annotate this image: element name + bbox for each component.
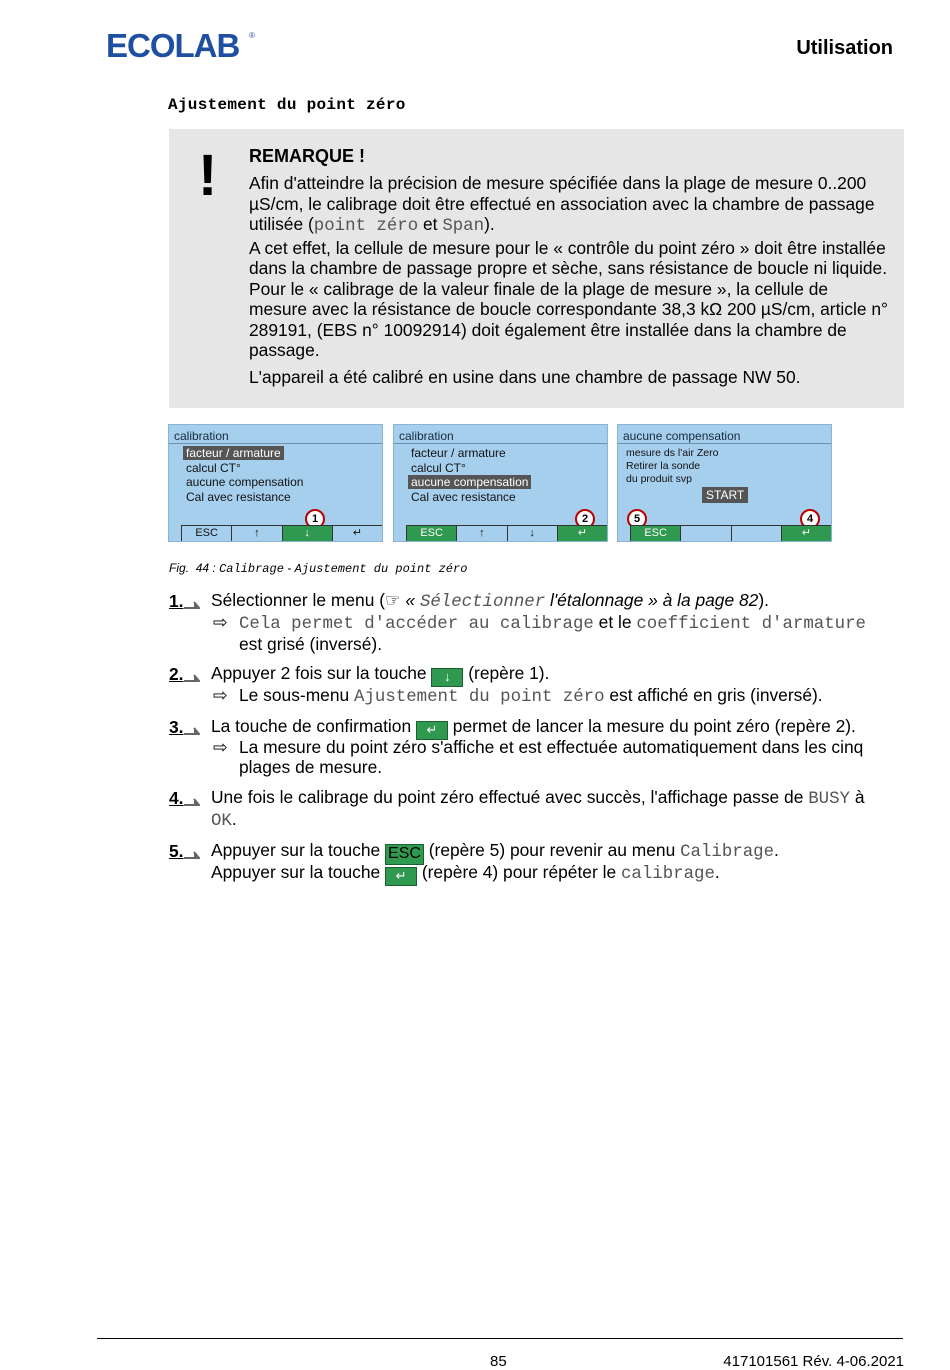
- softkey-esc: ESC: [630, 526, 680, 541]
- step-result: [239, 685, 823, 707]
- step-arrow-icon: [184, 600, 200, 610]
- screen-line: mesure ds l'air Zero: [626, 447, 719, 459]
- step-result-cont: plages de mesure.: [239, 757, 383, 777]
- softkey-enter: ↵: [332, 526, 382, 541]
- svg-text:ECOLAB: ECOLAB: [106, 28, 240, 62]
- step-text-part: permet de lancer la mesure du point zéro (repère 2).: [447, 716, 856, 736]
- step-text: [211, 787, 865, 809]
- start-button: START: [702, 487, 748, 503]
- figure-sep: :: [212, 561, 216, 575]
- screen-title: calibration: [399, 429, 454, 443]
- menu-item-selected: aucune compensation: [408, 475, 531, 489]
- menu-code: Calibrage: [680, 843, 775, 862]
- status-code-busy: BUSY: [808, 790, 850, 809]
- softkey-esc: ESC: [406, 526, 456, 541]
- step-text-part: (repère 4) pour répéter le: [417, 862, 621, 882]
- result-code: Cela permet d'accéder au calibrage: [239, 615, 594, 634]
- figure-dash: -: [287, 561, 292, 575]
- status-code-ok: OK: [211, 812, 232, 831]
- note-text: et: [418, 214, 443, 234]
- screen-line: Retirer la sonde: [626, 460, 701, 472]
- softkey-down: ↓: [507, 526, 557, 541]
- step-number: 1.: [169, 591, 184, 611]
- softkey-blank: [680, 526, 730, 541]
- softkey-up: ↑: [456, 526, 506, 541]
- footer-divider: [97, 1338, 903, 1339]
- figure-caption: [169, 561, 467, 576]
- svg-text:®: ®: [249, 31, 255, 40]
- note-text: Afin d'atteindre la précision de mesure spécifiée dans la plage de mesure 0..200 µS/cm, le calibrage doit être effectué en association avec la chambre de passage utilisée (: [249, 173, 875, 234]
- result-text: Le sous-menu: [239, 685, 355, 705]
- screen-line: du produit svp: [626, 473, 692, 485]
- note-code-span: Span: [442, 217, 485, 236]
- step-text-part: Appuyer 2 fois sur la touche: [211, 663, 432, 683]
- esc-key-icon: ESC: [385, 844, 424, 865]
- step-result: La mesure du point zéro s'affiche et est effectuée automatiquement dans les cinq: [239, 737, 864, 757]
- result-arrow-icon: ⇨: [213, 685, 228, 705]
- note-text: ).: [484, 214, 495, 234]
- link-text[interactable]: l'étalonnage » à la page 82: [545, 590, 759, 610]
- step-number: 2.: [169, 664, 184, 684]
- step-number: 4.: [169, 788, 184, 808]
- down-key-icon: ↓: [431, 668, 463, 687]
- marker-5: 5: [627, 509, 647, 529]
- step-text-part: La touche de confirmation: [211, 716, 416, 736]
- enter-key-icon: ↵: [416, 721, 448, 740]
- step-text-part: .: [714, 862, 720, 882]
- screen-title: aucune compensation: [623, 429, 741, 443]
- figure-code: Calibrage: [219, 562, 284, 576]
- step-text-cont: [211, 809, 237, 831]
- step-text-part: Une fois le calibrage du point zéro effectué avec succès, l'affichage passe de: [211, 787, 809, 807]
- softkey-down: ↓: [282, 526, 332, 541]
- softkey-esc: ESC: [181, 526, 231, 541]
- display-screen-3: [617, 424, 832, 542]
- screen-title: calibration: [174, 429, 229, 443]
- softkey-bar: [630, 525, 831, 541]
- section-title: Utilisation: [796, 37, 893, 59]
- step-text-part: Appuyer sur la touche: [211, 862, 386, 882]
- step-text: [211, 590, 769, 612]
- menu-item-selected: facteur / armature: [183, 446, 284, 460]
- display-screen-1: [168, 424, 383, 542]
- note-paragraph-1: [249, 173, 889, 361]
- step-result-cont: est grisé (inversé).: [239, 634, 383, 654]
- menu-item: Cal avec resistance: [411, 490, 516, 504]
- note-code-point-zero: point zéro: [313, 217, 419, 236]
- figure-number: 44: [195, 561, 210, 575]
- result-code: coefficient d'armature: [636, 615, 866, 634]
- softkey-bar: [406, 525, 607, 541]
- screen-divider: [618, 443, 831, 444]
- ecolab-logo: [106, 28, 256, 62]
- step-number: 5.: [169, 841, 184, 861]
- menu-item: Cal avec resistance: [186, 490, 291, 504]
- softkey-enter: ↵: [781, 526, 831, 541]
- figure-label: Fig.: [169, 561, 190, 575]
- page-number: 85: [490, 1353, 507, 1370]
- menu-item: calcul CT°: [411, 461, 466, 475]
- step-arrow-icon: [184, 797, 200, 807]
- result-arrow-icon: ⇨: [213, 737, 228, 757]
- menu-item: aucune compensation: [186, 475, 304, 489]
- result-arrow-icon: ⇨: [213, 612, 228, 632]
- link-hand-icon: ☞: [385, 590, 401, 610]
- figure-code: Ajustement du point zéro: [294, 562, 468, 576]
- screen-divider: [394, 443, 607, 444]
- step-result: [239, 612, 866, 634]
- menu-item: calcul CT°: [186, 461, 241, 475]
- softkey-bar: [181, 525, 382, 541]
- softkey-enter: ↵: [557, 526, 607, 541]
- document-reference: 417101561 Rév. 4-06.2021: [723, 1353, 904, 1370]
- step-text-part: (repère 5) pour revenir au menu: [423, 840, 681, 860]
- link-code[interactable]: Sélectionner: [419, 593, 546, 612]
- result-text: et le: [593, 612, 637, 632]
- marker-2: 2: [575, 509, 595, 529]
- softkey-up: ↑: [231, 526, 281, 541]
- step-text-part: ).: [758, 590, 769, 610]
- note-text: A cet effet, la cellule de mesure pour le « contrôle du point zéro » doit être installée dans la chambre de passage propre et sèche, sans résistance de boucle ni liquide. Pour le « calibrage de la valeur finale de la plage de mesure », la cellule de mesure avec la résistance de boucle correspondante 38,3 kΩ 200 µS/cm, article n° 289191, (EBS n° 10092914) doit également être installée dans la chambre de passage.: [249, 237, 888, 360]
- page-heading: Ajustement du point zéro: [168, 96, 406, 114]
- step-text-part: .: [774, 840, 779, 860]
- step-text-part: Sélectionner le menu (: [211, 590, 385, 610]
- menu-item: facteur / armature: [411, 446, 506, 460]
- step-text-part: (repère 1).: [463, 663, 550, 683]
- step-arrow-icon: [184, 726, 200, 736]
- display-screen-2: [393, 424, 608, 542]
- link-text[interactable]: «: [400, 590, 420, 610]
- marker-1: 1: [305, 509, 325, 529]
- step-text-part: à: [849, 787, 865, 807]
- marker-4: 4: [800, 509, 820, 529]
- note-paragraph-2: L'appareil a été calibré en usine dans une chambre de passage NW 50.: [249, 367, 801, 387]
- step-text-part: .: [231, 809, 237, 829]
- step-arrow-icon: [184, 850, 200, 860]
- softkey-blank: [731, 526, 781, 541]
- screen-divider: [169, 443, 382, 444]
- note-title: REMARQUE !: [249, 146, 365, 166]
- result-text: est affiché en gris (inversé).: [604, 685, 823, 705]
- step-arrow-icon: [184, 673, 200, 683]
- step-number: 3.: [169, 717, 184, 737]
- step-text-part: Appuyer sur la touche: [211, 840, 386, 860]
- step-text: [211, 663, 549, 687]
- exclamation-icon: !: [198, 143, 218, 208]
- enter-key-icon: ↵: [385, 867, 417, 886]
- result-code: Ajustement du point zéro: [354, 688, 605, 707]
- menu-code: calibrage: [620, 865, 715, 884]
- step-text-cont: [211, 862, 720, 886]
